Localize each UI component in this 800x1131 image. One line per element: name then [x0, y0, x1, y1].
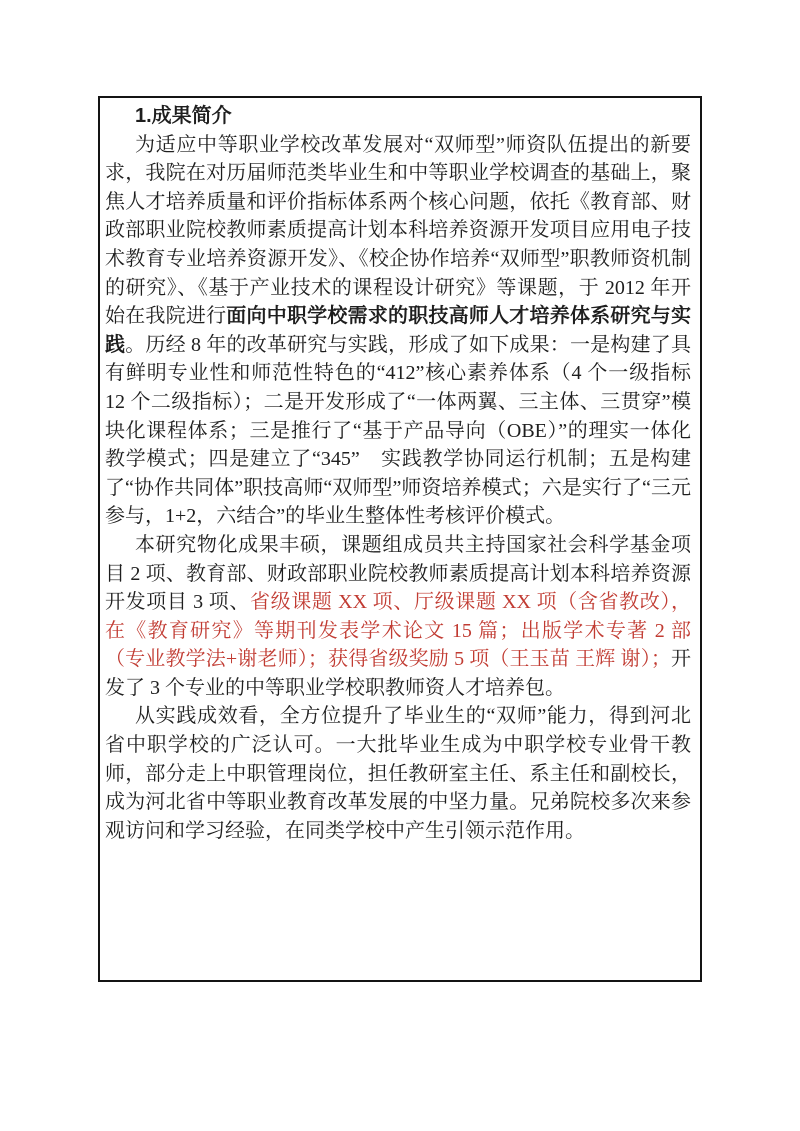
p2-red-highlight-text: 省级课题 XX 项、厅级课题 XX 项（含省教改），在《教育研究》等期刊发表学术论文 15 篇；出版学术专著 2 部（专业教学法+谢老师）；获得省级奖励 5 项（王玉苗 王辉 谢）；: [105, 591, 691, 671]
paragraph-impact: 从实践成效看，全方位提升了毕业生的“双师”能力，得到河北省中职学校的广泛认可。一大批毕业生成为中职学校专业骨干教师，部分走上中职管理岗位，担任教研室主任、系主任和副校长，成为河北省中等职业教育改革发展的中坚力量。兄弟院校多次来参观访问和学习经验，在同类学校中产生引领示范作用。: [105, 705, 691, 842]
p1-rest-text: 。历经 8 年的改革研究与实践，形成了如下成果：一是构建了具有鲜明专业性和师范性特色的“412”核心素养体系（4 个一级指标 12 个二级指标）；二是开发形成了“一体两翼、三主体、三贯穿”模块化课程体系；三是推行了“基于产品导向（OBE）”的理实一体化教学模式；四是建立了“345” 实践教学协同运行机制；五是构建了“协作共同体”职技高师“双师型”师资培养模式；六是实行了“三元参与，1+2，六结合”的毕业生整体性考核评价模式。: [105, 333, 692, 528]
section-title: 1.成果简介: [135, 105, 232, 127]
content-cell: [98, 96, 702, 982]
p2-start-text: 本研究物化成果丰硕，课题组成员共主持国家社会科学基金项目 2 项、教育部、财政部职业院校教师素质提高计划本科培养资源开发项目 3 项、: [105, 533, 691, 614]
p2-end-text: 开发了 3 个专业的中等职业学校职教师资人才培养包。: [105, 648, 692, 699]
p1-bold-topic-text: 面向中职学校需求的职技高师人才培养体系研究与实践: [105, 305, 692, 356]
paragraph-overview: [105, 131, 691, 531]
p1-lead-text: 为适应中等职业学校改革发展对“双师型”师资队伍提出的新要求，我院在对历届师范类毕业生和中等职业学校调查的基础上，聚焦人才培养质量和评价指标体系两个核心问题，依托《教育部、财政部职业院校教师素质提高计划本科培养资源开发项目应用电子技术教育专业培养资源开发》、《校企协作培养“双师型”职教师资机制的研究》、《基于产业技术的课程设计研究》等课题，于 2012 年开始在我院进行: [105, 133, 691, 328]
paragraph-achievements: [105, 531, 691, 703]
